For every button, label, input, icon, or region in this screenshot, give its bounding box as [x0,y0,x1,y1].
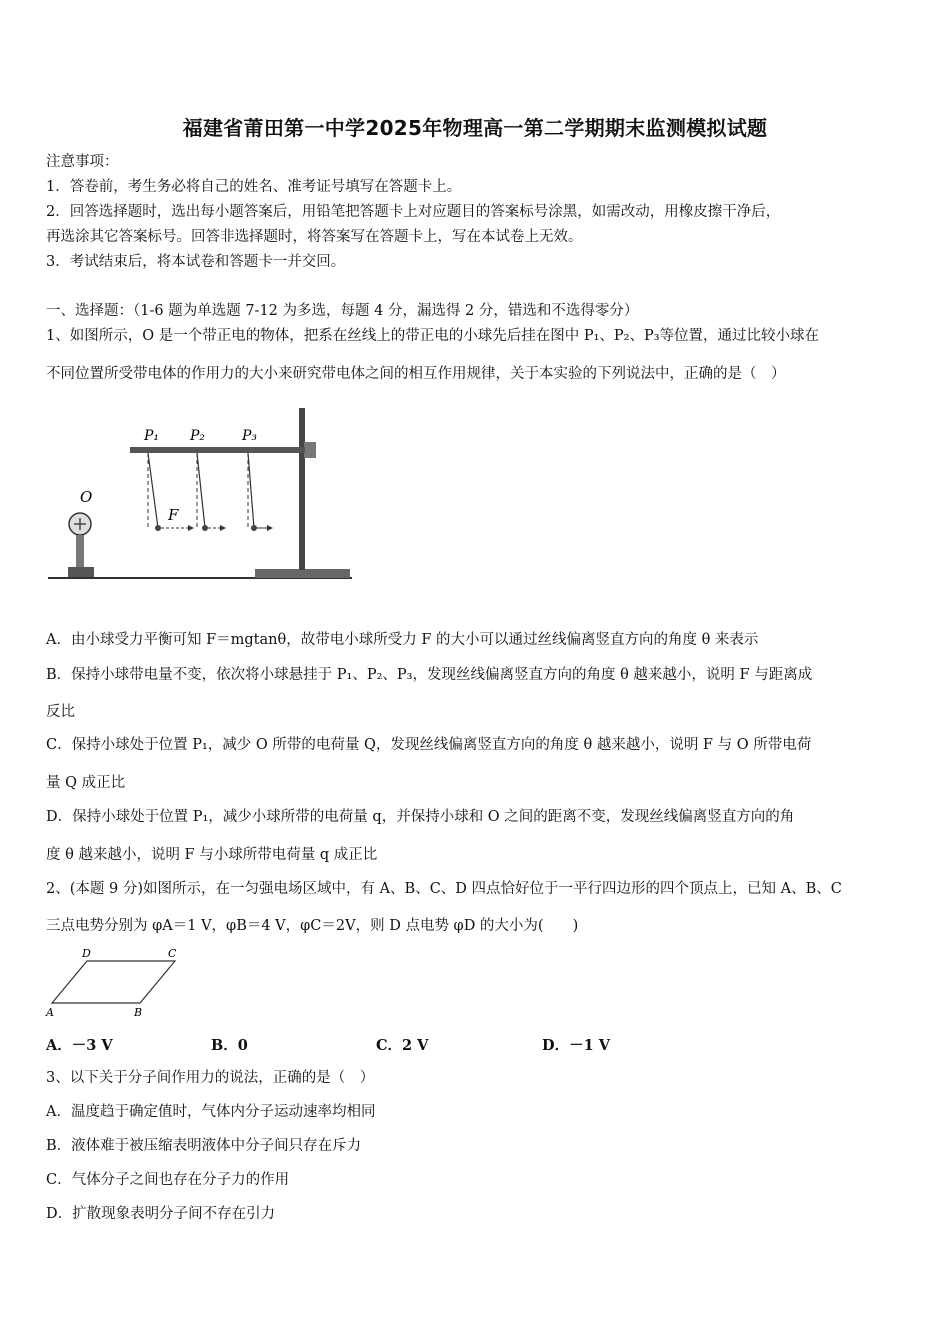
notice-item: 2．回答选择题时，选出每小题答案后，用铅笔把答题卡上对应题目的答案标号涂黑，如需改动，用橡皮擦干净后， [46,204,781,220]
ball-p2 [202,525,208,531]
label-p2: P₂ [190,428,206,444]
q2-option-a: A．－3 V [46,1037,113,1054]
q1-stem-line2: 不同位置所受带电体的作用力的大小来研究带电体之间的相互作用规律，关于本实验的下列说法中，正确的是（ ） [46,366,786,382]
q1-stem-line1: 1、如图所示，O 是一个带正电的物体，把系在丝线上的带正电的小球先后挂在图中 P₁、P₂、P₃等位置，通过比较小球在 [46,328,820,344]
stand-pole [299,408,305,570]
parallelogram [52,961,175,1003]
crossbar [130,447,305,453]
arrowhead-p3 [267,525,273,531]
sphere-base [68,567,94,577]
q1-option-c-cont: 量 Q 成正比 [46,775,126,791]
q1-option-b: B．保持小球带电量不变，依次将小球悬挂于 P₁、P₂、P₃，发现丝线偏离竖直方向的角度 θ 越来越小，说明 F 与距离成 [46,667,813,683]
thread-p3 [248,453,254,528]
label-p3: P₃ [242,428,258,444]
notice-item: 再选涂其它答案标号。回答非选择题时，将答案写在答题卡上，写在本试卷上无效。 [46,229,583,245]
label-a: A [46,1006,54,1019]
q1-option-d-cont: 度 θ 越来越小，说明 F 与小球所带电荷量 q 成正比 [46,847,378,863]
ball-p3 [251,525,257,531]
sphere-stem [76,535,84,567]
stand-base [255,569,350,578]
section-heading: 一、选择题：（1-6 题为单选题 7-12 为多选，每题 4 分，漏选得 2 分，错选和不选得零分） [46,303,639,319]
label-b: B [134,1006,143,1019]
q2-figure [40,944,190,1020]
label-o: O [80,488,93,506]
notice-heading: 注意事项： [46,154,119,170]
thread-p1 [148,453,158,528]
q2-stem-line1: 2、(本题 9 分)如图所示，在一匀强电场区域中，有 A、B、C、D 四点恰好位于一平行四边形的四个顶点上，已知 A、B、C [46,881,842,897]
q3-option-b: B．液体难于被压缩表明液体中分子间只存在斥力 [46,1138,362,1154]
q2-option-d: D．－1 V [542,1037,610,1054]
q2-option-c: C．2 V [376,1037,429,1054]
label-p1: P₁ [144,428,160,444]
q1-option-d: D．保持小球处于位置 P₁，减少小球所带的电荷量 q，并保持小球和 O 之间的距离不变，发现丝线偏离竖直方向的角 [46,809,795,825]
q1-figure [40,400,360,590]
label-c: C [168,947,177,960]
q2-stem-line2: 三点电势分别为 φA＝1 V，φB＝4 V，φC＝2V，则 D 点电势 φD 的大小为( ) [46,918,579,934]
q1-option-a: A．由小球受力平衡可知 F＝mgtanθ，故带电小球所受力 F 的大小可以通过丝线偏离竖直方向的角度 θ 来表示 [46,632,759,648]
q1-option-b-cont: 反比 [46,704,75,720]
label-d: D [82,947,91,960]
q3-option-a: A．温度趋于确定值时，气体内分子运动速率均相同 [46,1104,376,1120]
q3-stem: 3、以下关于分子间作用力的说法，正确的是（ ） [46,1070,375,1086]
thread-p2 [197,453,205,528]
q3-option-c: C．气体分子之间也存在分子力的作用 [46,1172,290,1188]
notice-item: 1．答卷前，考生务必将自己的姓名、准考证号填写在答题卡上。 [46,179,462,195]
page-title: 福建省莆田第一中学2025年物理高一第二学期期末监测模拟试题 [182,116,768,140]
stand-clamp [304,442,316,458]
q2-option-b: B．0 [211,1037,248,1054]
q3-option-d: D．扩散现象表明分子间不存在引力 [46,1206,276,1222]
force-arrowhead [188,525,194,531]
q1-option-c: C．保持小球处于位置 P₁，减少 O 所带的电荷量 Q，发现丝线偏离竖直方向的角度 θ 越来越小，说明 F 与 O 所带电荷 [46,737,812,753]
ball-p1 [155,525,161,531]
arrowhead-p2 [220,525,226,531]
label-f: F [168,506,179,524]
notice-item: 3．考试结束后，将本试卷和答题卡一并交回。 [46,254,346,270]
